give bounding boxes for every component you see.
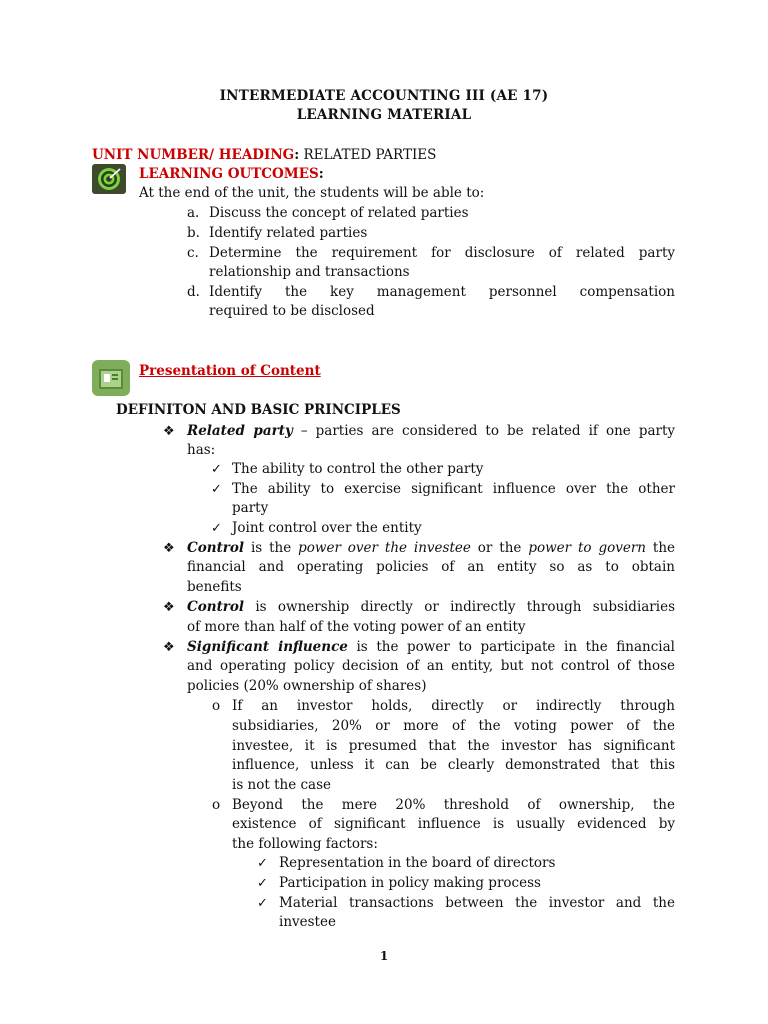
outcomes-heading <box>139 165 324 185</box>
significant-line3: policies (20% ownership of shares) <box>187 678 427 694</box>
outcome-marker-d: d. <box>187 284 200 300</box>
presentation-heading <box>139 362 321 382</box>
sub1-line5: is not the case <box>232 777 332 793</box>
factor-1: Representation in the board of directors <box>279 855 556 871</box>
control1-italic: power to govern <box>528 540 646 556</box>
related-party-line1 <box>187 422 675 442</box>
outcomes-colon: : <box>318 166 324 182</box>
significant-line2: and operating policy decision of an entity, but not control of those <box>187 658 675 674</box>
control1-italic: power over the investee <box>298 540 471 556</box>
check-icon: ✓ <box>211 462 222 477</box>
control1-text: is the <box>244 540 299 556</box>
unit-heading <box>92 146 436 166</box>
sub-bullet-marker: o <box>212 698 221 714</box>
factor-3-line2: investee <box>279 914 336 930</box>
unit-value: RELATED PARTIES <box>299 147 437 163</box>
check-icon: ✓ <box>211 521 222 536</box>
page-number: 1 <box>379 949 389 963</box>
control1-line2: financial and operating policies of an entity so as to obtain <box>187 559 675 575</box>
sub-bullet-marker: o <box>212 797 221 813</box>
outcome-item-d-line1: Identify the key management personnel compensation <box>209 284 675 300</box>
outcome-item-d-line2: required to be disclosed <box>209 303 375 319</box>
significant-rest: is the power to participate in the financial <box>347 639 675 655</box>
outcome-marker-c: c. <box>187 245 199 261</box>
related-check-2-line1: The ability to exercise significant influence over the other <box>232 481 675 497</box>
check-icon: ✓ <box>257 876 268 891</box>
related-check-2-line2: party <box>232 500 269 516</box>
sub1-line1: If an investor holds, directly or indirectly through <box>232 698 675 714</box>
outcomes-label: LEARNING OUTCOMES <box>139 166 319 182</box>
diamond-bullet-icon: ❖ <box>163 640 175 655</box>
check-icon: ✓ <box>211 482 222 497</box>
outcome-item-a: Discuss the concept of related parties <box>209 205 469 221</box>
factor-3-line1: Material transactions between the investor and the <box>279 895 675 911</box>
diamond-bullet-icon: ❖ <box>163 424 175 439</box>
diamond-bullet-icon: ❖ <box>163 541 175 556</box>
presentation-icon <box>92 360 130 396</box>
sub1-line3: investee, it is presumed that the investor has significant <box>232 738 675 754</box>
outcome-item-c-line2: relationship and transactions <box>209 264 410 280</box>
sub1-line2: subsidiaries, 20% or more of the voting power of the <box>232 718 675 734</box>
check-icon: ✓ <box>257 856 268 871</box>
control1-term: Control <box>187 540 245 556</box>
document-subtitle: LEARNING MATERIAL <box>296 107 472 123</box>
significant-term: Significant influence <box>187 639 348 655</box>
related-party-term: Related party <box>187 423 293 439</box>
control2-line2: of more than half of the voting power of an entity <box>187 619 526 635</box>
control2-term: Control <box>187 599 245 615</box>
unit-colon: : <box>294 147 300 163</box>
control2-rest: is ownership directly or indirectly through subsidiaries <box>244 599 675 615</box>
document-title: INTERMEDIATE ACCOUNTING III (AE 17) <box>219 88 549 104</box>
control1-text: the <box>645 540 675 556</box>
outcomes-intro: At the end of the unit, the students will be able to: <box>139 185 485 201</box>
related-party-rest: – parties are considered to be related if one party <box>292 423 676 439</box>
sub2-line1: Beyond the mere 20% threshold of ownership, the <box>232 797 675 813</box>
check-icon: ✓ <box>257 896 268 911</box>
outcome-item-b: Identify related parties <box>209 225 368 241</box>
presentation-label: Presentation of Content <box>139 363 321 379</box>
sub2-line2: existence of significant influence is usually evidenced by <box>232 816 675 832</box>
diamond-bullet-icon: ❖ <box>163 600 175 615</box>
sub1-line4: influence, unless it can be clearly demonstrated that this <box>232 757 675 773</box>
control1-line3: benefits <box>187 579 242 595</box>
target-icon <box>92 164 126 194</box>
factor-2: Participation in policy making process <box>279 875 541 891</box>
control2-line1 <box>187 598 675 618</box>
control1-line1 <box>187 539 675 559</box>
outcome-marker-a: a. <box>187 205 200 221</box>
related-check-3: Joint control over the entity <box>232 520 422 536</box>
unit-label: UNIT NUMBER/ HEADING <box>92 147 295 163</box>
significant-line1 <box>187 638 675 658</box>
sub2-line3: the following factors: <box>232 836 378 852</box>
section-heading: DEFINITON AND BASIC PRINCIPLES <box>116 402 401 418</box>
related-check-1: The ability to control the other party <box>232 461 484 477</box>
related-party-line2: has: <box>187 442 216 458</box>
control1-text: or the <box>470 540 529 556</box>
outcome-item-c-line1: Determine the requirement for disclosure of related party <box>209 245 675 261</box>
outcome-marker-b: b. <box>187 225 200 241</box>
